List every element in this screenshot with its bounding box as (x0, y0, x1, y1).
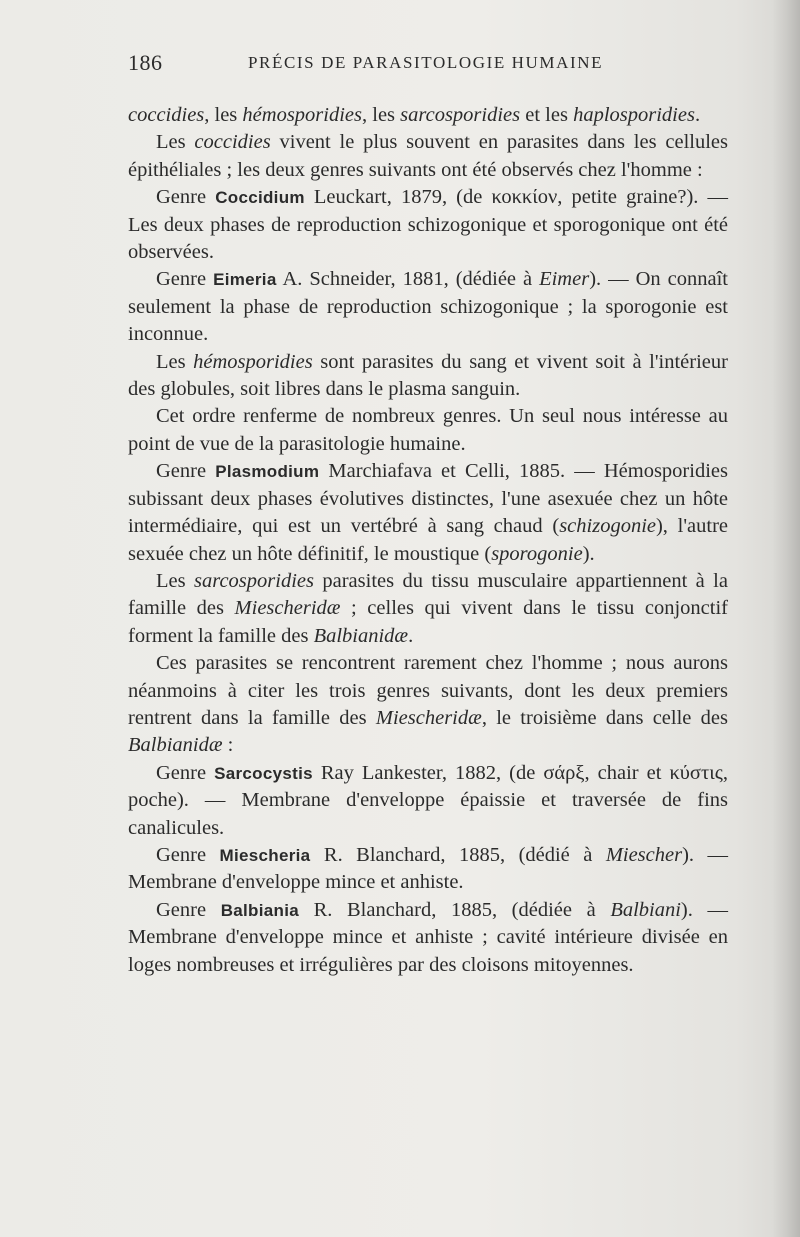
text-run: Genre (156, 761, 215, 784)
genus-name: Balbiania (220, 900, 299, 920)
genus-name: Plasmodium (215, 462, 320, 482)
binding-shadow (772, 0, 800, 1237)
text-run: Ray Lankester, 1882, (de σάρξ, chair et κύστις, poche). — Membrane d'enveloppe épaissie et traversée de fins canalicules. (128, 761, 728, 839)
text-run: sont parasites du sang et vivent soit à l'intérieur des globules, soit libres dans le plasma sanguin. (128, 350, 728, 401)
text-run: Marchiafava et Celli, 1885. — Hémosporidies subissant deux phases évolutives distinctes, l'une asexuée chez un hôte intermédiaire, qui est un vertébré à sang chaud ( (128, 460, 728, 538)
running-title: PRÉCIS DE PARASITOLOGIE HUMAINE (248, 53, 604, 72)
italic-term: haplosporidies (573, 104, 695, 126)
italic-term: Eimer (539, 268, 590, 291)
paragraph (128, 897, 728, 979)
italic-term: coccidies (194, 131, 271, 154)
text-run: ). (582, 542, 595, 565)
text-run: ). — Membrane d'enveloppe mince et anhiste ; cavité intérieure divisée en loges nombreuses et irrégulières par des cloisons mitoyennes. (128, 898, 728, 976)
paragraph (128, 458, 728, 568)
text-run: Genre (156, 843, 220, 866)
genus-name: Sarcocystis (214, 763, 313, 783)
page-header (128, 50, 728, 80)
italic-term: hémosporidies (193, 350, 313, 373)
text-run: Genre (156, 268, 214, 291)
body-text (128, 102, 728, 979)
text-run: Les (156, 350, 194, 373)
italic-term: Miescheridæ (375, 706, 482, 729)
text-run: R. Blanchard, 1885, (dédié à (310, 843, 606, 866)
text-run: et les (520, 104, 574, 126)
text-run: Cet ordre renferme de nombreux genres. Un seul nous intéresse au point de vue de la parasitologie humaine. (128, 405, 728, 455)
paragraph (128, 349, 728, 404)
text-run: , le troisième dans celle des (481, 706, 729, 729)
text-run: , les (362, 104, 401, 126)
text-run: . (408, 624, 414, 647)
italic-term: Miescheridæ (234, 597, 341, 620)
text-run: A. Schneider, 1881, (dédiée à (276, 268, 540, 291)
italic-term: Miescher (605, 843, 683, 866)
text-run: R. Blanchard, 1885, (dédiée à (298, 898, 611, 921)
paragraph (128, 102, 728, 129)
italic-term: hémosporidies (242, 104, 362, 126)
text-run: Leuckart, 1879, (de κοκκίον, petite graine?). — Les deux phases de reproduction schizogonique et sporogonique ont été observées. (128, 186, 728, 264)
paragraph (128, 184, 728, 266)
text-run: Ces parasites se rencontrent rarement chez l'homme ; nous aurons néanmoins à citer les trois genres suivants, dont les deux premiers rentrent dans la famille des (128, 652, 728, 729)
text-run: Genre (156, 460, 216, 483)
italic-term: sporogonie (491, 542, 583, 565)
text-run: : (222, 734, 234, 757)
text-run: ). — Membrane d'enveloppe mince et anhiste. (128, 843, 729, 894)
text-run: Genre (156, 186, 216, 209)
genus-name: Coccidium (215, 188, 305, 208)
text-run: ). — On connaît seulement la phase de reproduction schizogonique ; la sporogonie est inconnue. (128, 268, 728, 346)
italic-term: Balbianidæ (313, 624, 409, 647)
paragraph (128, 760, 728, 842)
italic-term: Balbiani (610, 898, 681, 921)
paragraph (128, 650, 728, 760)
text-run: Les (156, 131, 195, 154)
text-run: ), l'autre sexuée chez un hôte définitif, le moustique ( (128, 515, 729, 565)
paragraph (128, 403, 728, 458)
genus-name: Miescheria (219, 845, 311, 865)
text-run: . (694, 104, 701, 126)
italic-term: schizogonie (559, 515, 656, 538)
italic-term: sarcosporidies (400, 104, 521, 126)
page-number: 186 (128, 50, 163, 75)
text-run: parasites du tissu musculaire appartiennent à la famille des (128, 569, 728, 620)
paragraph (128, 129, 728, 184)
paragraph (128, 266, 728, 348)
text-run: vivent le plus souvent en parasites dans les cellules épithéliales ; les deux genres suivants ont été observés chez l'homme : (128, 131, 728, 181)
text-run: Les (156, 569, 194, 592)
genus-name: Eimeria (213, 270, 277, 290)
text-run: Genre (156, 898, 221, 921)
text-run: , les (204, 104, 243, 126)
italic-term: sarcosporidies (194, 569, 314, 592)
italic-term: Balbianidæ (128, 734, 223, 757)
italic-term: coccidies (128, 104, 205, 126)
paragraph (128, 568, 728, 650)
text-run: ; celles qui vivent dans le tissu conjonctif forment la famille des (128, 597, 728, 647)
paragraph (128, 842, 728, 897)
